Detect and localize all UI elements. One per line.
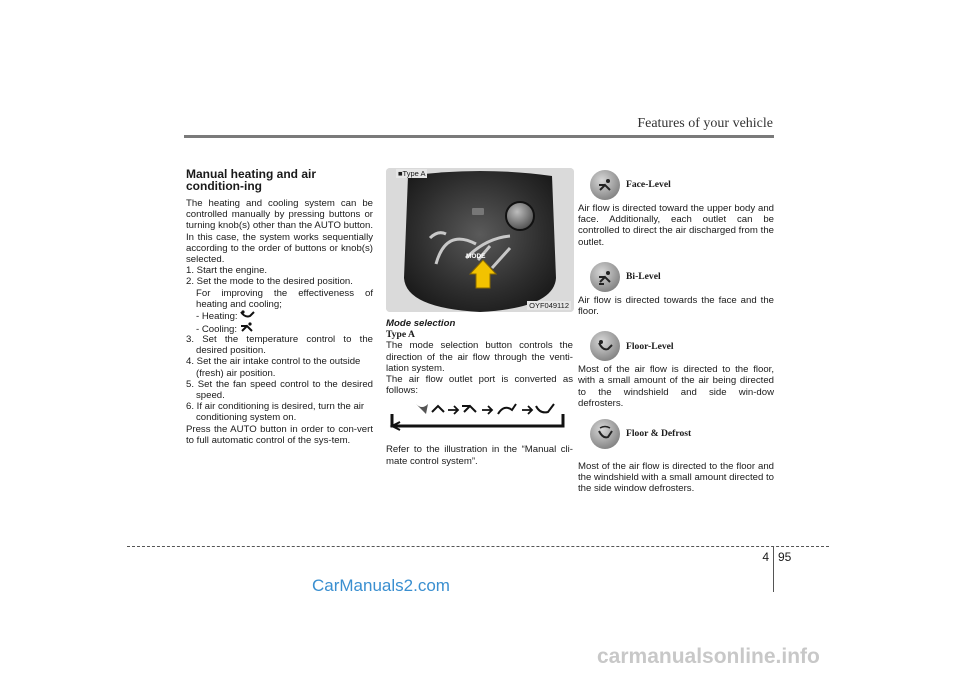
- face-level-text: Air flow is directed toward the upper body and face. Additionally, each outlet can be controlled to direct the air discharged from the outlet.: [578, 203, 774, 248]
- bi-level-text: Air flow is directed towards the face and the floor.: [578, 294, 774, 318]
- mode-bi-level: [578, 260, 774, 317]
- cooling-label: - Cooling:: [196, 324, 238, 336]
- floor-level-title: Floor-Level: [626, 340, 674, 352]
- watermark-right: carmanualsonline.info: [597, 645, 820, 668]
- mode-floor-defrost: [578, 417, 774, 495]
- step-1: 1. Start the engine.: [186, 265, 268, 277]
- type-label: Type A: [386, 329, 415, 341]
- figure-tag: ■Type A: [398, 169, 426, 178]
- watermark-left[interactable]: CarManuals2.com: [312, 576, 450, 595]
- mode-selection-heading: Mode selection: [386, 318, 456, 329]
- floor-defrost-title: Floor & Defrost: [626, 428, 692, 440]
- left-column: [186, 168, 373, 446]
- footer-divider: [773, 546, 774, 592]
- figure-code: OYF049112: [529, 301, 569, 310]
- mode-para-1: The mode selection button controls the direction of the air flow through the venti-lation system.: [386, 340, 573, 374]
- chapter-number: 4: [762, 550, 769, 564]
- section-title: Features of your vehicle: [637, 116, 773, 131]
- face-level-title: Face-Level: [626, 179, 671, 191]
- step-2: 2. Set the mode to the desired position.: [186, 276, 353, 288]
- step-2-note: For improving the effectiveness of heating and cooling;: [196, 287, 373, 310]
- heating-row: [186, 310, 373, 322]
- heating-label: - Heating:: [196, 311, 238, 323]
- mode-face-level: [578, 168, 774, 248]
- cooling-row: [186, 322, 373, 334]
- header-rule: [184, 135, 774, 138]
- mode-para-3: Refer to the illustration in the “Manual cli-mate control system”.: [386, 444, 573, 467]
- right-column: [578, 168, 774, 495]
- closing-paragraph: Press the AUTO button in order to con-vert to full automatic control of the sys-tem.: [186, 423, 373, 446]
- footer-rule: [127, 546, 829, 547]
- floor-defrost-text: Most of the air flow is directed to the floor and the windshield with a small amount directed to the side window defrosters.: [578, 461, 774, 495]
- floor-level-icon: [590, 331, 620, 361]
- floor-defrost-icon: [590, 419, 620, 449]
- step-5: 5. Set the fan speed control to the desired speed.: [186, 378, 373, 402]
- face-level-icon: [590, 170, 620, 200]
- mode-floor-level: [578, 329, 774, 409]
- middle-column: [386, 318, 573, 467]
- section-heading: Manual heating and air condition-ing: [186, 167, 317, 193]
- intro-paragraph: The heating and cooling system can be controlled manually by pressing buttons or turning knob(s) other than the AUTO button. In this case, the system works sequentially according to the order of buttons or knob(s) selected.: [186, 198, 373, 266]
- face-mode-icon: [240, 322, 254, 333]
- mode-button-photo: [386, 168, 574, 312]
- floor-mode-icon: [240, 310, 256, 320]
- bi-level-icon: [590, 262, 620, 292]
- page-number: 95: [778, 550, 792, 564]
- step-4: 4. Set the air intake control to the outside (fresh) air position.: [186, 356, 361, 379]
- bi-level-title: Bi-Level: [626, 271, 661, 283]
- mode-sequence-diagram: [386, 396, 573, 444]
- step-3: 3. Set the temperature control to the desired position.: [186, 334, 373, 357]
- floor-level-text: Most of the air flow is directed to the floor, with a small amount of the air being directed to the windshield and side win-dow defrosters.: [578, 364, 774, 409]
- step-6: 6. If air conditioning is desired, turn the air conditioning system on.: [186, 401, 365, 424]
- mode-button-label: MODE: [466, 253, 486, 260]
- mode-para-2: The air flow outlet port is converted as follows:: [386, 374, 573, 397]
